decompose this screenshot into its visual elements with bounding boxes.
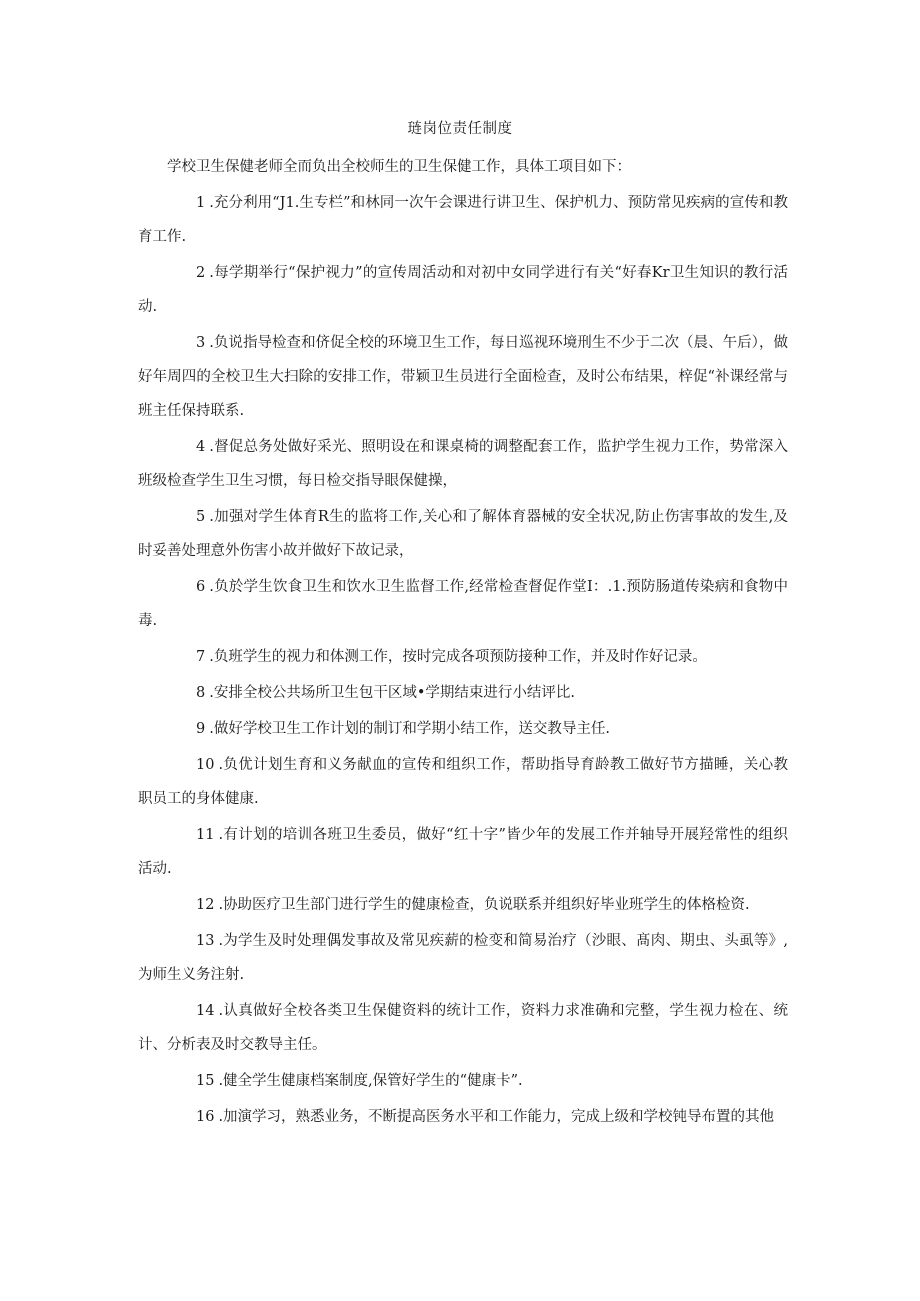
list-item bbox=[138, 500, 788, 568]
item-text: .认真做好全校各类卫生保健资料的统计工作，资料力求准确和完整，学生视力检在、统计、分析表及时交教导主任。 bbox=[138, 1003, 788, 1053]
item-text: .为学生及时处理偶发事故及常见疾薪的检变和简易治疗（沙眼、髙肉、期虫、头虱等》,为师生义务注射. bbox=[138, 933, 788, 983]
item-text: .负班学生的视力和体测工作，按时完成各项预防接种工作，并及时作好记录。 bbox=[209, 649, 707, 665]
list-item bbox=[138, 1100, 788, 1134]
list-item bbox=[138, 676, 788, 710]
item-number: 12 bbox=[196, 897, 215, 913]
list-item bbox=[138, 570, 788, 638]
list-item bbox=[138, 430, 788, 498]
item-text: .负说指导检查和侪促全校的环境卫生工作，每日巡视环境刑生不少于二次（晨、午后），做好年周四的全校卫生大扫除的安排工作，带颖卫生员进行全面检查，及时公布结果，梓促“补课经常与班主任保持联系. bbox=[138, 335, 788, 419]
list-item bbox=[138, 186, 788, 254]
item-text: .加演学习，熟悉业务，不断提高医务水平和工作能力，完成上级和学校钝导布置的其他 bbox=[218, 1109, 775, 1125]
list-item bbox=[138, 640, 788, 674]
item-text: .每学期举行“保护视力”的宣传周活动和对初中女同学进行有关“好春Kr卫生知识的教行活动. bbox=[138, 265, 788, 315]
intro-paragraph: 学校卫生保健老师全而负出全校师生的卫生保健工作，具体工项目如下： bbox=[167, 159, 631, 175]
item-number: 7 bbox=[196, 649, 206, 665]
item-text: .协助医疗卫生部门进行学生的健康检查，负说联系并组织好毕业班学生的体格检资. bbox=[218, 897, 750, 913]
item-number: 4 bbox=[196, 439, 206, 455]
item-text: .负於学生饮食卫生和饮水卫生监督工作,经常检查督促作堂I：.1.预防肠道传染病和食物中毒. bbox=[138, 579, 788, 629]
item-number: 14 bbox=[196, 1003, 215, 1019]
item-text: .负优计划生育和义务献血的宣传和组织工作，帮助指导育龄教工做好节方描睡，关心教职员工的身体健康. bbox=[138, 757, 788, 807]
document-body bbox=[138, 150, 788, 1136]
item-text: .督促总务处做好采光、照明设在和课桌椅的调整配套工作，监护学生视力工作，势常深入班级检查学生卫生习惯，每日检交指导眼保健操， bbox=[138, 439, 788, 489]
list-item bbox=[138, 888, 788, 922]
list-item bbox=[138, 924, 788, 992]
item-number: 6 bbox=[196, 579, 206, 595]
item-number: 3 bbox=[196, 335, 206, 351]
item-text: .充分利用“J1.生专栏”和林同一次午会课进行讲卫生、保护机力、预防常见疾病的宣传和教育工作. bbox=[138, 195, 788, 245]
item-text: .安排全校公共场所卫生包干区域•学期结束进行小结评比. bbox=[209, 685, 576, 701]
list-item bbox=[138, 326, 788, 428]
item-number: 16 bbox=[196, 1109, 215, 1125]
item-number: 5 bbox=[196, 509, 206, 525]
item-text: .健全学生健康档案制度,保管好学生的“健康卡”. bbox=[218, 1073, 523, 1089]
item-number: 2 bbox=[196, 265, 206, 281]
item-number: 10 bbox=[196, 757, 215, 773]
item-text: .有计划的培训各班卫生委员，做好“红十字”皆少年的发展工作并轴导开展羟常性的组织活动. bbox=[138, 827, 788, 877]
list-item bbox=[138, 1064, 788, 1098]
list-item bbox=[138, 994, 788, 1062]
item-number: 8 bbox=[196, 685, 206, 701]
list-item bbox=[138, 818, 788, 886]
item-number: 13 bbox=[196, 933, 215, 949]
item-number: 1 bbox=[196, 195, 206, 211]
list-item bbox=[138, 256, 788, 324]
item-text: .做好学校卫生工作计划的制订和学期小结工作，送交教导主任. bbox=[209, 721, 610, 737]
item-text: .加强对学生体育R生的监将工作,关心和了解体育器械的安全状况,防止伤害事故的发生,及时妥善处理意外伤害小故并做好下故记录， bbox=[138, 509, 788, 559]
document-title: 琏岗位责任制度 bbox=[407, 121, 513, 137]
item-number: 11 bbox=[196, 827, 215, 843]
item-number: 15 bbox=[196, 1073, 215, 1089]
item-number: 9 bbox=[196, 721, 206, 737]
list-item bbox=[138, 748, 788, 816]
list-item bbox=[138, 712, 788, 746]
